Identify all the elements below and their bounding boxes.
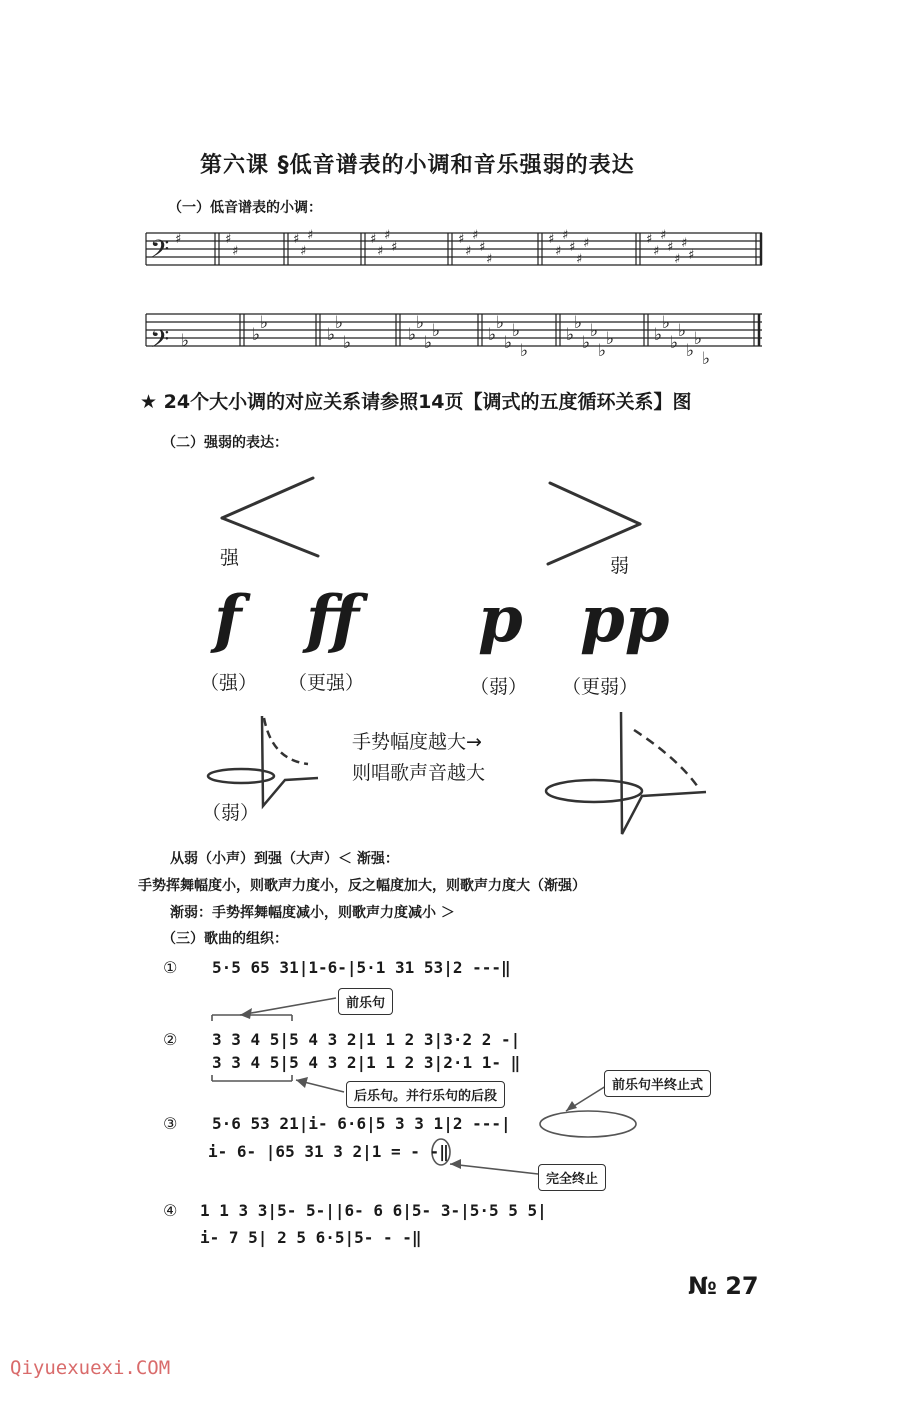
svg-text:𝄢: 𝄢: [150, 235, 170, 270]
svg-text:♯: ♯: [562, 228, 569, 243]
svg-text:♯: ♯: [472, 228, 479, 243]
svg-text:♭: ♭: [606, 329, 615, 349]
gesture-weak-label: （弱）: [202, 802, 260, 824]
callout-full-cadence: 完全终止: [538, 1164, 606, 1191]
svg-text:♯: ♯: [583, 236, 590, 251]
svg-text:♯: ♯: [293, 232, 300, 247]
svg-text:♯: ♯: [646, 232, 653, 247]
dynamic-p: p: [478, 582, 523, 657]
svg-text:♭: ♭: [566, 325, 575, 345]
example-3-line1: 5·6 53 21|i- 6·6|5 3 3 1|2 ---|: [212, 1114, 511, 1133]
svg-text:♭: ♭: [408, 325, 417, 345]
dynamic-ff-meaning: （更强）: [288, 672, 365, 694]
svg-text:♭: ♭: [327, 325, 336, 345]
explain-line3: 渐弱：手势挥舞幅度减小，则歌声力度减小 ＞: [170, 905, 455, 921]
svg-text:♭: ♭: [574, 313, 583, 333]
svg-text:♯: ♯: [370, 232, 377, 247]
svg-text:♭: ♭: [686, 341, 695, 361]
svg-text:♭: ♭: [582, 333, 591, 353]
star-note: ★ 24个大小调的对应关系请参照14页【调式的五度循环关系】图: [140, 391, 692, 413]
svg-text:♭: ♭: [343, 333, 352, 353]
svg-text:♭: ♭: [512, 321, 521, 341]
svg-text:♭: ♭: [678, 321, 687, 341]
svg-text:♭: ♭: [496, 313, 505, 333]
dynamic-ff: ff: [306, 582, 359, 657]
svg-text:♯: ♯: [660, 228, 667, 243]
example-2-number: ②: [163, 1030, 178, 1049]
sharp-signs-icon: [175, 228, 694, 267]
svg-text:♯: ♯: [458, 232, 465, 247]
callout-consequent: 后乐句。并行乐句的后段: [346, 1081, 505, 1108]
svg-text:♭: ♭: [694, 329, 703, 349]
footer-watermark: Qiyuexuexi.COM: [10, 1357, 171, 1379]
example-3-line2: i- 6- |65 31 3 2|1 = - -‖: [208, 1142, 449, 1161]
example-4-line2: i- 7 5| 2 5 6·5|5- - -‖: [200, 1228, 422, 1247]
svg-text:♭: ♭: [598, 341, 607, 361]
svg-text:♭: ♭: [416, 313, 425, 333]
svg-text:♯: ♯: [479, 240, 486, 255]
dynamic-pp: pp: [580, 582, 670, 657]
svg-text:♭: ♭: [520, 341, 529, 361]
svg-text:♯: ♯: [307, 228, 314, 243]
dynamic-p-meaning: （弱）: [470, 676, 528, 698]
svg-text:♯: ♯: [653, 244, 660, 259]
page-number-value: 27: [725, 1272, 759, 1300]
example-1-number: ①: [163, 958, 178, 977]
svg-text:♭: ♭: [432, 321, 441, 341]
dynamic-pp-meaning: （更弱）: [562, 676, 639, 698]
svg-text:♭: ♭: [252, 325, 261, 345]
svg-text:♯: ♯: [391, 240, 398, 255]
small-gesture-icon: [208, 716, 318, 806]
page-title: 第六课 §低音谱表的小调和音乐强弱的表达: [200, 153, 635, 178]
svg-text:♯: ♯: [555, 244, 562, 259]
svg-text:♯: ♯: [377, 244, 384, 259]
page-number-symbol: №: [688, 1272, 717, 1300]
svg-text:♯: ♯: [175, 232, 182, 247]
page-number: [688, 1272, 759, 1300]
svg-text:♯: ♯: [576, 252, 583, 267]
example-4-line1: 1 1 3 3|5- 5-||6- 6 6|5- 3-|5·5 5 5|: [200, 1201, 547, 1220]
svg-text:♯: ♯: [688, 248, 695, 263]
weak-label: 弱: [610, 555, 630, 577]
svg-text:♯: ♯: [384, 228, 391, 243]
callout-half-cadence: 前乐句半终止式: [604, 1070, 711, 1097]
svg-text:♭: ♭: [335, 313, 344, 333]
section-2-heading: （二）强弱的表达：: [162, 435, 288, 451]
large-gesture-icon: [546, 712, 706, 834]
dynamic-f: f: [214, 582, 242, 657]
svg-text:♭: ♭: [662, 313, 671, 333]
svg-text:♯: ♯: [681, 236, 688, 251]
section-3-heading: （三）歌曲的组织：: [162, 931, 288, 947]
strong-label: 强: [220, 547, 240, 569]
callout-antecedent: 前乐句: [338, 988, 393, 1015]
svg-text:♭: ♭: [488, 325, 497, 345]
svg-text:♯: ♯: [300, 244, 307, 259]
svg-text:♭: ♭: [504, 333, 513, 353]
svg-text:♭: ♭: [702, 349, 711, 369]
svg-text:♯: ♯: [548, 232, 555, 247]
explain-line1: 从弱（小声）到强（大声）＜ 渐强：: [170, 851, 399, 867]
svg-text:♭: ♭: [590, 321, 599, 341]
svg-text:♯: ♯: [232, 244, 239, 259]
svg-text:𝄢: 𝄢: [150, 325, 170, 360]
svg-text:♭: ♭: [670, 333, 679, 353]
section-1-heading: （一）低音谱表的小调：: [168, 200, 322, 216]
svg-text:♯: ♯: [569, 240, 576, 255]
example-3-number: ③: [163, 1114, 178, 1133]
svg-text:♭: ♭: [424, 333, 433, 353]
gesture-text-line2: 则唱歌声音越大: [352, 762, 486, 784]
gesture-text-line1: 手势幅度越大→: [352, 731, 482, 753]
svg-text:♯: ♯: [225, 232, 232, 247]
bass-clef-icon: [150, 235, 169, 360]
svg-text:♭: ♭: [181, 331, 190, 351]
example-4-number: ④: [163, 1201, 178, 1220]
svg-text:♯: ♯: [486, 252, 493, 267]
example-2-line1: 3 3 4 5|5 4 3 2|1 1 2 3|3·2 2 -|: [212, 1030, 521, 1049]
svg-text:♯: ♯: [667, 240, 674, 255]
svg-text:♯: ♯: [465, 244, 472, 259]
svg-text:♭: ♭: [654, 325, 663, 345]
example-1-line: 5·5 65 31|1-6-|5·1 31 53|2 ---‖: [212, 958, 511, 977]
explain-line2: 手势挥舞幅度小，则歌声力度小，反之幅度加大，则歌声力度大（渐强）: [138, 878, 586, 894]
example-2-line2: 3 3 4 5|5 4 3 2|1 1 2 3|2·1 1- ‖: [212, 1053, 521, 1072]
svg-text:♯: ♯: [674, 252, 681, 267]
dynamic-f-meaning: （强）: [200, 672, 258, 694]
svg-text:♭: ♭: [260, 313, 269, 333]
